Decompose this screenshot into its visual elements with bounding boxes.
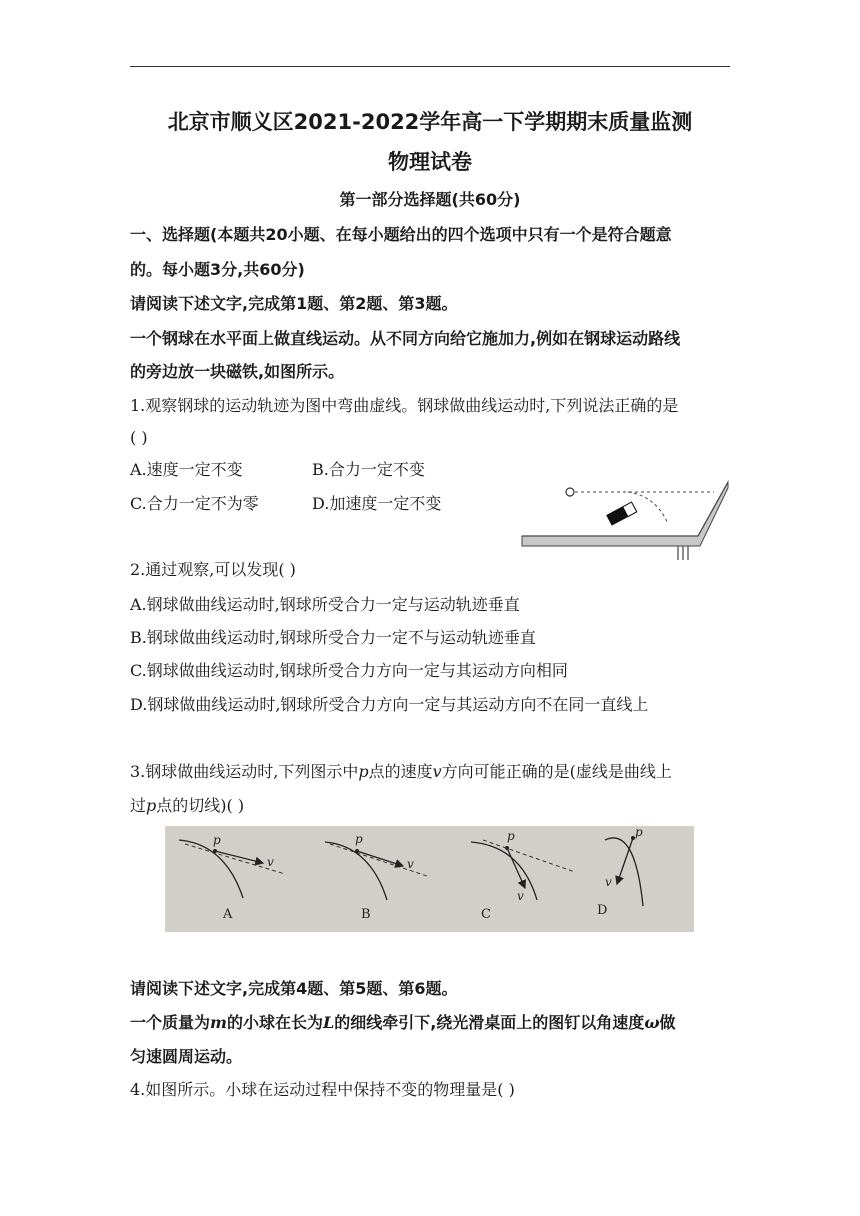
q2-option-b: B.钢球做曲线运动时,钢球所受合力一定不与运动轨迹垂直: [130, 628, 536, 647]
q3-c-point-label: p: [507, 829, 515, 843]
section-instruction-line1: 一、选择题(本题共20小题、在每小题给出的四个选项中只有一个是符合题意: [130, 225, 672, 244]
passage1-line1: 一个钢球在水平面上做直线运动。从不同方向给它施加力,例如在钢球运动路线: [130, 329, 681, 348]
q3-stem2-text-b: 点的切线)( ): [156, 796, 245, 815]
passage2-text-d: 做: [659, 1013, 676, 1032]
table-drawing: [522, 482, 728, 560]
q2-option-a: A.钢球做曲线运动时,钢球所受合力一定与运动轨迹垂直: [130, 595, 520, 614]
steel-ball: [566, 488, 574, 496]
q3-stem-line2: [130, 798, 244, 814]
q1-stem-line2: ( ): [130, 428, 148, 447]
q3-label-c: C: [481, 907, 491, 922]
q3-stem-line1: [130, 764, 672, 780]
table-magnet-figure: [518, 474, 736, 562]
q3-b-velocity-label: v: [407, 857, 414, 871]
q3-label-a: A: [223, 907, 233, 922]
passage2-line2: 匀速圆周运动。: [130, 1047, 243, 1066]
q3-var-p-2: p: [146, 796, 157, 815]
part1-heading: 第一部分选择题(共60分): [339, 190, 521, 209]
q3-figure-d: [597, 826, 643, 918]
q3-label-b: B: [361, 907, 371, 922]
q3-d-point-label: p: [635, 826, 643, 839]
q3-stem-text-c: 方向可能正确的是(虚线是曲线上: [441, 762, 672, 781]
q2-option-c: C.钢球做曲线运动时,钢球所受合力方向一定与其运动方向相同: [130, 661, 568, 680]
passage2-var-l: L: [322, 1013, 335, 1032]
q2-stem: 2.通过观察,可以发现( ): [130, 560, 296, 579]
page-title: 北京市顺义区2021-2022学年高一下学期期末质量监测: [167, 110, 693, 134]
passage2-var-omega: ω: [644, 1013, 660, 1032]
q3-label-d: D: [597, 903, 608, 918]
q2-option-d: D.钢球做曲线运动时,钢球所受合力方向一定与其运动方向不在同一直线上: [130, 695, 649, 714]
q3-figure-photo: [165, 826, 694, 932]
q1-option-b: B.合力一定不变: [312, 460, 425, 479]
passage2-text-a: 一个质量为: [130, 1013, 211, 1032]
q1-option-a: A.速度一定不变: [130, 460, 243, 479]
q3-stem-text-a: 3.钢球做曲线运动时,下列图示中: [130, 762, 359, 781]
q3-figure-a: [179, 833, 285, 922]
page-subtitle: 物理试卷: [388, 150, 472, 174]
q3-c-velocity-label: v: [517, 889, 524, 903]
q3-d-velocity-label: v: [605, 875, 612, 889]
q3-var-p: p: [358, 762, 369, 781]
q3-figure-c: [471, 829, 575, 922]
q3-stem2-text-a: 过: [130, 796, 147, 815]
header-rule: [130, 66, 730, 67]
q1-option-d: D.加速度一定不变: [312, 494, 442, 513]
passage2-text-b: 的小球在长为: [226, 1013, 323, 1032]
magnet: [607, 502, 637, 525]
passage1-line2: 的旁边放一块磁铁,如图所示。: [130, 362, 345, 381]
q3-stem-text-b: 点的速度: [368, 762, 433, 781]
q3-figure-b: [325, 832, 427, 922]
q1-option-c: C.合力一定不为零: [130, 494, 259, 513]
passage2-line1: [130, 1015, 676, 1031]
section-instruction-line2: 的。每小题3分,共60分): [130, 260, 305, 279]
passage2-lead: 请阅读下述文字,完成第4题、第5题、第6题。: [130, 979, 458, 998]
q3-a-velocity-label: v: [267, 855, 274, 869]
passage1-lead: 请阅读下述文字,完成第1题、第2题、第3题。: [130, 294, 458, 313]
q1-stem-line1: 1.观察钢球的运动轨迹为图中弯曲虚线。钢球做曲线运动时,下列说法正确的是: [130, 396, 679, 415]
q3-var-v: v: [432, 762, 442, 781]
q4-stem: 4.如图所示。小球在运动过程中保持不变的物理量是( ): [130, 1080, 515, 1099]
q3-b-point-label: p: [355, 832, 363, 846]
passage2-var-m: m: [210, 1013, 227, 1032]
passage2-text-c: 的细线牵引下,绕光滑桌面上的图钉以角速度: [334, 1013, 645, 1032]
q3-figure-svg: [165, 826, 694, 932]
q3-a-point-label: p: [213, 833, 221, 847]
